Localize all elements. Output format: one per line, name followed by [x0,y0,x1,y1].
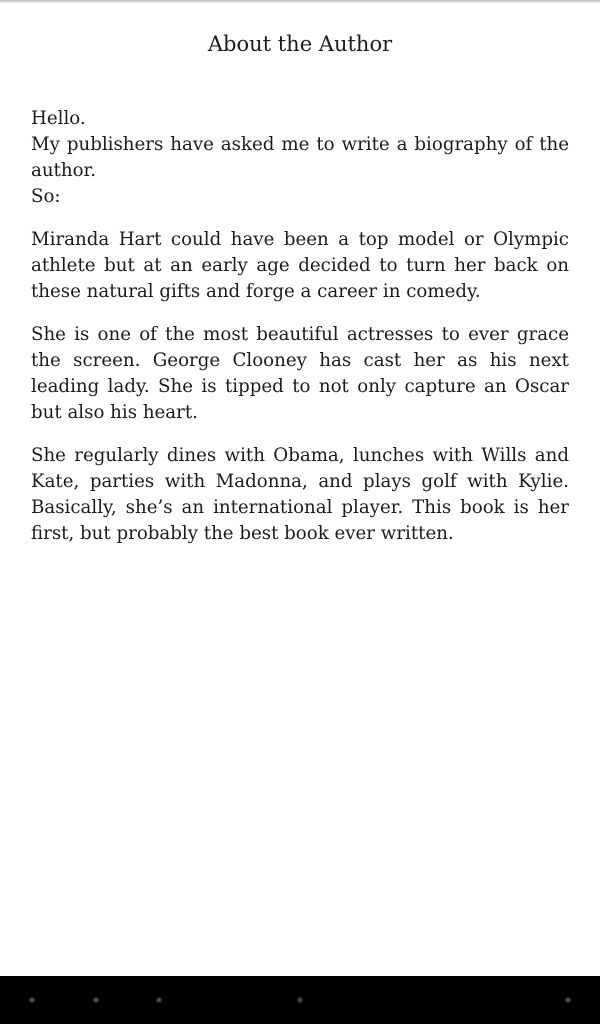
nav-notification-dot-icon[interactable] [565,997,571,1003]
intro-block [31,106,569,210]
chapter-title: About the Author [207,32,393,56]
nav-home-dot-icon[interactable] [93,997,99,1003]
nav-recent-dot-icon[interactable] [156,997,162,1003]
body-paragraph: She regularly dines with Obama, lunches with Wills and Kate, parties with Madonna, and plays golf with Kylie. Basically, she’s an international player. This book is her first, but probably the best book ever written. [31,445,569,544]
intro-line: So: [31,186,61,207]
system-navigation-bar [0,976,600,1024]
body-paragraph: She is one of the most beautiful actresses to ever grace the screen. George Clooney has cast her as his next leading lady. She is tipped to not only capture an Oscar but also his heart. [31,324,569,423]
nav-menu-dot-icon[interactable] [297,997,303,1003]
intro-line: Hello. [31,108,86,129]
intro-line: My publishers have asked me to write a biography of the author. [31,134,569,181]
page-content [31,106,569,547]
body-paragraph: Miranda Hart could have been a top model or Olympic athlete but at an early age decided to turn her back on these natural gifts and forge a career in comedy. [31,229,569,302]
nav-back-dot-icon[interactable] [29,997,35,1003]
